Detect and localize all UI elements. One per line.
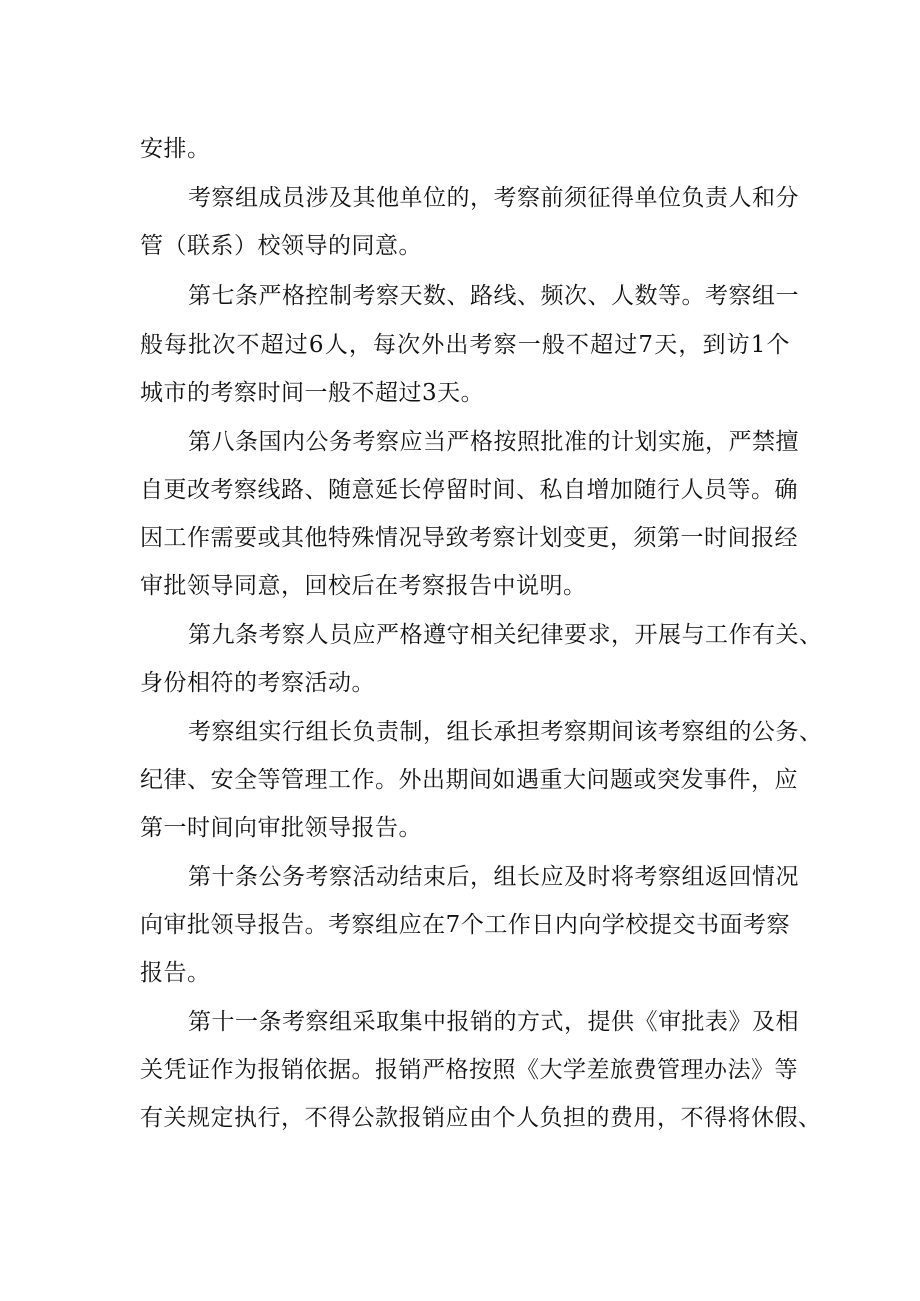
- text-line: 自更改考察线路、随意延长停留时间、私自增加随行人员等。确: [140, 477, 798, 503]
- text-line: 第十一条考察组采取集中报销的方式，提供《审批表》及相: [188, 1009, 799, 1035]
- text-line: 有关规定执行，不得公款报销应由个人负担的费用，不得将休假、: [140, 1105, 822, 1131]
- text-line: 考察组实行组长负责制，组长承担考察期间该考察组的公务、: [188, 719, 823, 745]
- text-line: 身份相符的考察活动。: [140, 670, 375, 696]
- text-line: 第八条国内公务考察应当严格按照批准的计划实施，严禁擅: [188, 429, 799, 455]
- text-line: 考察组成员涉及其他单位的，考察前须征得单位负责人和分: [188, 185, 799, 211]
- text-line: 向审批领导报告。考察组应在7个工作日内向学校提交书面考察: [140, 912, 790, 938]
- text-line: 因工作需要或其他特殊情况导致考察计划变更，须第一时间报经: [140, 525, 798, 551]
- text-line: 第九条考察人员应严格遵守相关纪律要求，开展与工作有关、: [188, 622, 823, 648]
- text-line: 般每批次不超过6人，每次外出考察一般不超过7天，到访1个: [140, 332, 790, 358]
- text-line: 管（联系）校领导的同意。: [140, 233, 422, 259]
- text-line: 报告。: [140, 960, 211, 986]
- text-line: 城市的考察时间一般不超过3天。: [140, 380, 485, 406]
- text-line: 第一时间向审批领导报告。: [140, 815, 422, 841]
- text-line: 关凭证作为报销依据。报销严格按照《大学差旅费管理办法》等: [140, 1057, 798, 1083]
- text-line: 纪律、安全等管理工作。外出期间如遇重大问题或突发事件，应: [140, 767, 798, 793]
- text-line: 第十条公务考察活动结束后，组长应及时将考察组返回情况: [188, 864, 799, 890]
- text-line: 审批领导同意，回校后在考察报告中说明。: [140, 573, 587, 599]
- text-line: 安排。: [140, 136, 211, 162]
- text-line: 第七条严格控制考察天数、路线、频次、人数等。考察组一: [188, 283, 799, 309]
